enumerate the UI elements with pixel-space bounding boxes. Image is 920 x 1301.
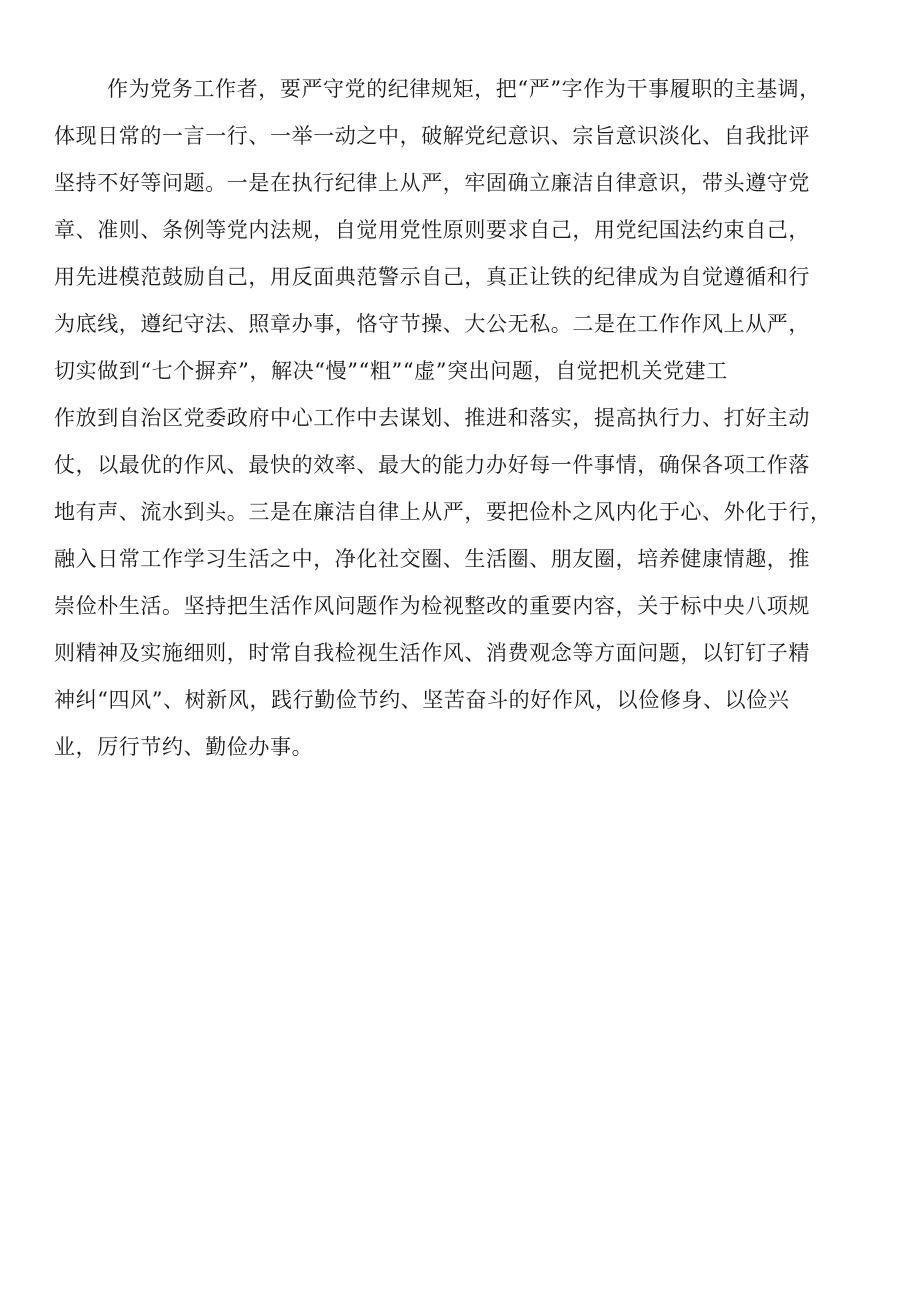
paragraph-line-15: 业，厉行节约、勤俭办事。 <box>54 735 314 759</box>
paragraph-line-14: 神纠“四风”、树新风，践行勤俭节约、坚苦奋斗的好作风，以俭修身、以俭兴 <box>54 688 790 712</box>
paragraph-line-1: 作为党务工作者，要严守党的纪律规矩，把“严”字作为干事履职的主基调， <box>107 77 821 101</box>
paragraph-line-5: 用先进模范鼓励自己，用反面典范警示自己，真正让铁的纪律成为自觉遵循和行 <box>54 265 810 289</box>
paragraph-line-8: 作放到自治区党委政府中心工作中去谋划、推进和落实，提高执行力、打好主动 <box>54 406 810 430</box>
paragraph-line-6: 为底线，遵纪守法、照章办事，恪守节操、大公无私。二是在工作作风上从严， <box>54 312 810 336</box>
paragraph-line-2: 体现日常的一言一行、一举一动之中，破解党纪意识、宗旨意识淡化、自我批评 <box>54 124 810 148</box>
body-paragraph <box>54 66 894 771</box>
paragraph-line-10: 地有声、流水到头。三是在廉洁自律上从严，要把俭朴之风内化于心、外化于行， <box>54 500 832 524</box>
paragraph-line-7: 切实做到“七个摒弃”，解决“慢”“粗”“虚”突出问题，自觉把机关党建工 <box>54 359 728 383</box>
paragraph-line-11: 融入日常工作学习生活之中，净化社交圈、生活圈、朋友圈，培养健康情趣，推 <box>54 547 810 571</box>
paragraph-line-4: 章、准则、条例等党内法规，自觉用党性原则要求自己，用党纪国法约束自己， <box>54 218 810 242</box>
paragraph-line-3: 坚持不好等问题。一是在执行纪律上从严，牢固确立廉洁自律意识，带头遵守党 <box>54 171 810 195</box>
paragraph-line-12: 崇俭朴生活。坚持把生活作风问题作为检视整改的重要内容，关于标中央八项规 <box>54 594 810 618</box>
paragraph-line-13: 则精神及实施细则，时常自我检视生活作风、消费观念等方面问题，以钉钉子精 <box>54 641 810 665</box>
paragraph-line-9: 仗，以最优的作风、最快的效率、最大的能力办好每一件事情，确保各项工作落 <box>54 453 810 477</box>
